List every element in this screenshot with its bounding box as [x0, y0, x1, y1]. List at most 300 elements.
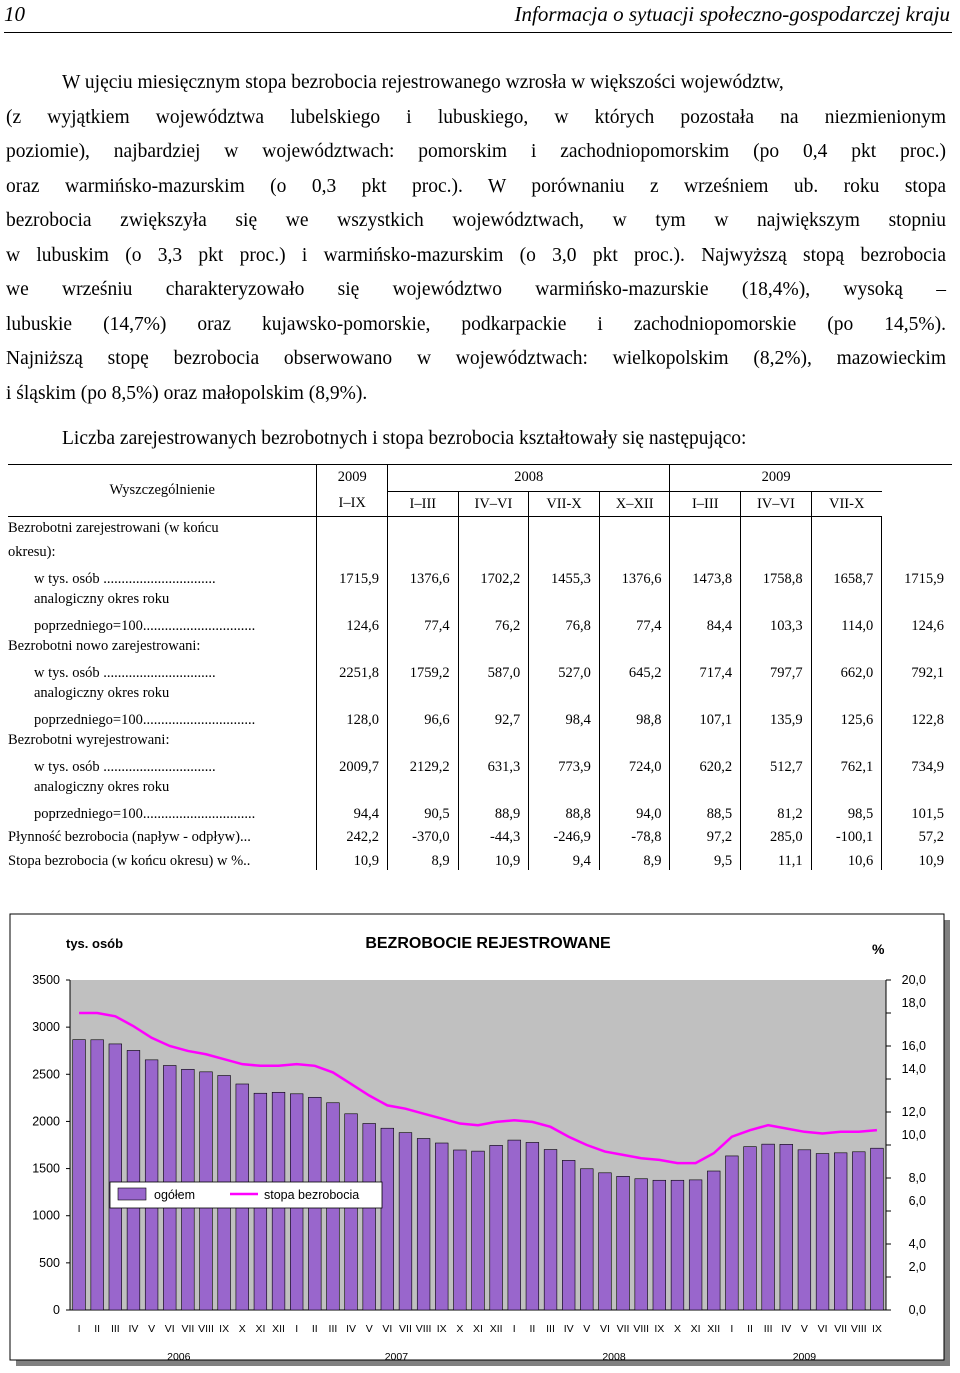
row-label: Bezrobotni zarejestrowani (w końcu — [8, 520, 219, 537]
x-tick-label: III — [546, 1323, 555, 1335]
row-label: poprzedniego=100............................... — [34, 711, 256, 728]
statistics-table — [8, 464, 952, 870]
bar — [91, 1040, 104, 1310]
table-cell — [458, 682, 529, 706]
bar — [490, 1145, 503, 1310]
x-tick-label: II — [529, 1323, 536, 1335]
x-tick-label: IV — [781, 1323, 792, 1335]
table-cell — [529, 635, 600, 659]
table-cell: 114,0 — [811, 611, 882, 635]
year-header: 2009 — [670, 464, 882, 492]
bar — [744, 1147, 757, 1310]
table-cell — [882, 517, 952, 541]
bar — [852, 1152, 865, 1310]
table-corner-header: Wyszczególnienie — [8, 464, 317, 517]
bar — [417, 1138, 430, 1310]
period-header: IV–VI — [458, 492, 529, 517]
y2-tick-label: 6,0 — [908, 1194, 926, 1208]
bar — [798, 1150, 811, 1310]
table-cell: 76,8 — [529, 611, 600, 635]
x-tick-label: IX — [654, 1323, 665, 1335]
table-row — [8, 776, 952, 800]
table-cell — [458, 541, 529, 565]
body-paragraph — [6, 66, 946, 411]
table-cell — [811, 541, 882, 565]
legend-swatch-bars — [118, 1188, 146, 1200]
table-cell: 2009,7 — [317, 752, 388, 776]
x-tick-label: IX — [871, 1323, 882, 1335]
table-cell: -100,1 — [811, 823, 882, 847]
table-cell — [317, 517, 388, 541]
table-cell: -370,0 — [388, 823, 459, 847]
table-row — [8, 564, 952, 588]
table-lead-in: Liczba zarejestrowanych bezrobotnych i stopa bezrobocia kształtowały się następująco: — [62, 428, 747, 449]
table-row — [8, 517, 952, 541]
table-cell — [741, 682, 812, 706]
table-cell — [317, 541, 388, 565]
table-cell: 1376,6 — [599, 564, 670, 588]
table-cell: 1455,3 — [529, 564, 600, 588]
table-cell — [670, 588, 741, 612]
table-cell: 527,0 — [529, 658, 600, 682]
table-cell: 107,1 — [670, 705, 741, 729]
bar — [599, 1173, 612, 1310]
table-cell — [811, 776, 882, 800]
period-header: I–IX — [317, 492, 388, 517]
table-cell — [670, 682, 741, 706]
year-header: 2009 — [317, 464, 388, 492]
table-cell: 124,6 — [317, 611, 388, 635]
running-title: Informacja o sytuacji społeczno-gospodarczej kraju — [514, 2, 950, 26]
row-label: Bezrobotni nowo zarejestrowani: — [8, 637, 201, 654]
paragraph-line: W ujęciu miesięcznym stopa bezrobocia rejestrowanego wzrosła w większości województw, — [62, 72, 784, 93]
period-header: X–XII — [599, 492, 670, 517]
table-cell: 103,3 — [741, 611, 812, 635]
table-cell: 92,7 — [458, 705, 529, 729]
table-cell — [529, 517, 600, 541]
x-tick-label: IV — [346, 1323, 357, 1335]
table-cell — [458, 635, 529, 659]
table-row — [8, 729, 952, 753]
y2-tick-label: 16,0 — [901, 1039, 926, 1053]
table-cell: 285,0 — [741, 823, 812, 847]
table-cell — [811, 588, 882, 612]
table-cell — [599, 517, 670, 541]
row-label: analogiczny okres roku — [34, 590, 170, 607]
x-tick-label: VI — [382, 1323, 393, 1335]
table-row — [8, 635, 952, 659]
x-tick-label: VI — [817, 1323, 828, 1335]
x-tick-label: VIII — [633, 1323, 650, 1335]
table-cell: 773,9 — [529, 752, 600, 776]
paragraph-line: poziomie), najbardziej w województwach: pomorskim i zachodniopomorskim (po 0,4 pkt proc.) — [6, 141, 946, 162]
table-cell — [599, 541, 670, 565]
bar — [707, 1171, 720, 1310]
x-tick-label: III — [763, 1323, 773, 1335]
y-tick-label: 500 — [39, 1255, 60, 1270]
bar — [834, 1153, 847, 1310]
paragraph-line: (z wyjątkiem województwa lubelskiego i lubuskiego, w których pozostała na niezmienionym — [6, 106, 946, 128]
y2-tick-label: 8,0 — [908, 1171, 926, 1185]
table-cell — [529, 729, 600, 753]
table-row — [8, 611, 952, 635]
table-row — [8, 846, 952, 870]
x-tick-label: VIII — [850, 1323, 867, 1335]
x-tick-label: III — [110, 1323, 120, 1335]
x-tick-label: VII — [616, 1323, 630, 1335]
table-cell — [741, 588, 812, 612]
x-tick-label: XII — [272, 1323, 285, 1335]
paragraph-line: w lubuskim (o 3,3 pkt proc.) i warmińsko-mazurskim (o 3,0 pkt proc.). Najwyższą stopą bezrobocia — [6, 244, 946, 266]
year-label: 2006 — [167, 1351, 191, 1363]
table-cell — [882, 541, 952, 565]
table-cell: 1473,8 — [670, 564, 741, 588]
table-cell — [741, 635, 812, 659]
table-cell: 724,0 — [599, 752, 670, 776]
x-tick-label: IV — [563, 1323, 574, 1335]
row-label: w tys. osób ............................... — [34, 664, 216, 681]
table-cell: 88,8 — [529, 799, 600, 823]
bar — [617, 1176, 630, 1310]
table-cell: 11,1 — [741, 846, 812, 870]
x-tick-label: V — [800, 1323, 808, 1335]
year-header: 2008 — [388, 464, 670, 492]
table-row — [8, 823, 952, 847]
bar — [653, 1180, 666, 1310]
table-cell — [529, 588, 600, 612]
row-label: Bezrobotni wyrejestrowani: — [8, 731, 170, 748]
table-cell — [458, 588, 529, 612]
table-cell: 1715,9 — [317, 564, 388, 588]
bar — [345, 1114, 358, 1310]
table-cell — [741, 776, 812, 800]
page-number: 10 — [4, 2, 25, 26]
y-tick-label: 2000 — [32, 1114, 60, 1129]
table-cell: 9,4 — [529, 846, 600, 870]
row-label: w tys. osób ............................... — [34, 758, 216, 775]
period-header: VII-X — [529, 492, 600, 517]
table-cell — [882, 776, 952, 800]
period-header: IV–VI — [741, 492, 812, 517]
table-cell — [388, 517, 459, 541]
row-label: analogiczny okres roku — [34, 684, 170, 701]
table-row — [8, 682, 952, 706]
table-cell — [741, 541, 812, 565]
table-cell: -78,8 — [599, 823, 670, 847]
table-cell: 98,4 — [529, 705, 600, 729]
table-cell: -44,3 — [458, 823, 529, 847]
bar — [435, 1143, 448, 1310]
row-label: poprzedniego=100............................... — [34, 805, 256, 822]
bar — [508, 1140, 521, 1310]
table-cell: 631,3 — [458, 752, 529, 776]
table-cell — [458, 517, 529, 541]
x-tick-label: VIII — [198, 1323, 214, 1335]
page-header — [0, 0, 960, 34]
bar — [127, 1050, 140, 1310]
table-row — [8, 541, 952, 565]
x-tick-label: X — [673, 1323, 681, 1335]
table-cell — [388, 588, 459, 612]
row-label: w tys. osób ............................... — [34, 570, 216, 587]
table-cell — [599, 776, 670, 800]
table-cell — [670, 776, 741, 800]
bar — [363, 1124, 376, 1310]
y-tick-label: 0 — [53, 1303, 60, 1317]
table-cell: 77,4 — [388, 611, 459, 635]
y2-tick-label: 10,0 — [901, 1128, 926, 1142]
table-cell — [670, 541, 741, 565]
row-label: Płynność bezrobocia (napływ - odpływ)... — [8, 829, 251, 845]
row-label: poprzedniego=100............................... — [34, 617, 256, 634]
table-cell: 97,2 — [670, 823, 741, 847]
table-cell: 512,7 — [741, 752, 812, 776]
table-cell: 1702,2 — [458, 564, 529, 588]
x-tick-label: I — [730, 1323, 734, 1335]
bar — [526, 1142, 539, 1310]
x-tick-label: VII — [399, 1323, 412, 1335]
table-cell — [599, 588, 670, 612]
x-tick-label: IX — [436, 1323, 447, 1335]
table-row — [8, 658, 952, 682]
year-label: 2007 — [384, 1351, 409, 1363]
y2-tick-label: 18,0 — [901, 996, 926, 1010]
table-cell: 94,4 — [317, 799, 388, 823]
x-tick-label: XII — [707, 1323, 721, 1335]
paragraph-line: Najniższą stopę bezrobocia obserwowano w województwach: wielkopolskim (8,2%), mazowieckim — [6, 348, 946, 369]
row-label: okresu): — [8, 543, 56, 560]
table-cell: 620,2 — [670, 752, 741, 776]
table-cell — [388, 635, 459, 659]
table-cell — [599, 635, 670, 659]
x-tick-label: I — [512, 1323, 516, 1335]
paragraph-line: lubuskie (14,7%) oraz kujawsko-pomorskie, podkarpackie i zachodniopomorskie (po 14,5%). — [6, 313, 946, 335]
y-tick-label: 3000 — [32, 1020, 60, 1035]
paragraph-line: bezrobocia zwiększyła się we wszystkich województwach, w tym w największym stopniu — [6, 210, 946, 231]
y-tick-label: 1000 — [32, 1208, 60, 1223]
bar — [454, 1150, 467, 1310]
table-cell: 587,0 — [458, 658, 529, 682]
x-tick-label: II — [94, 1323, 101, 1335]
table-cell: 797,7 — [741, 658, 812, 682]
table-cell — [670, 729, 741, 753]
period-header: VII-X — [811, 492, 882, 517]
table-cell: 88,9 — [458, 799, 529, 823]
table-cell: 10,9 — [882, 846, 952, 870]
x-tick-label: VII — [181, 1323, 195, 1335]
bar — [73, 1040, 86, 1310]
x-tick-label: X — [456, 1323, 464, 1335]
x-tick-label: V — [365, 1323, 373, 1335]
table-cell: 57,2 — [882, 823, 952, 847]
x-tick-label: II — [747, 1323, 753, 1335]
table-cell: 77,4 — [599, 611, 670, 635]
table-cell: 1715,9 — [882, 564, 952, 588]
header-rule — [4, 32, 952, 33]
x-tick-label: VIII — [415, 1323, 432, 1335]
table-cell: 101,5 — [882, 799, 952, 823]
x-tick-label: I — [295, 1323, 299, 1335]
x-tick-label: V — [583, 1323, 591, 1335]
bar — [726, 1156, 739, 1310]
table-cell — [811, 682, 882, 706]
table-cell — [388, 682, 459, 706]
bar — [562, 1160, 575, 1310]
y2-tick-label: 20,0 — [901, 973, 926, 987]
table-cell — [317, 588, 388, 612]
table-cell — [458, 729, 529, 753]
table-cell — [317, 635, 388, 659]
table-cell: 1376,6 — [388, 564, 459, 588]
table-cell — [458, 776, 529, 800]
table-cell — [317, 729, 388, 753]
table-cell: 122,8 — [882, 705, 952, 729]
table-cell: 98,8 — [599, 705, 670, 729]
x-tick-label: X — [238, 1323, 246, 1335]
bar — [689, 1180, 702, 1310]
table-cell: 98,5 — [811, 799, 882, 823]
bar — [544, 1150, 557, 1310]
table-cell: 717,4 — [670, 658, 741, 682]
paragraph-line: we wrześniu charakteryzowało się województwo warmińsko-mazurskie (18,4%), wysoką – — [6, 279, 946, 300]
bar — [472, 1151, 485, 1310]
table-cell — [317, 682, 388, 706]
unemployment-chart — [8, 912, 952, 1368]
table-cell: 84,4 — [670, 611, 741, 635]
y2-tick-label: 14,0 — [901, 1062, 926, 1076]
table-cell — [670, 517, 741, 541]
table-cell — [741, 517, 812, 541]
table-cell: 8,9 — [599, 846, 670, 870]
x-tick-label: XI — [690, 1323, 701, 1335]
table-cell: 1758,8 — [741, 564, 812, 588]
x-tick-label: XI — [473, 1323, 483, 1335]
table-cell — [388, 729, 459, 753]
chart-svg — [8, 912, 952, 1368]
x-tick-label: IV — [128, 1323, 139, 1335]
table-cell — [317, 776, 388, 800]
table-cell — [882, 682, 952, 706]
table-cell — [388, 776, 459, 800]
x-tick-label: I — [77, 1323, 81, 1335]
table-cell — [882, 588, 952, 612]
table-cell: 242,2 — [317, 823, 388, 847]
x-tick-label: VI — [599, 1323, 610, 1335]
bar — [109, 1044, 122, 1310]
table-row — [8, 799, 952, 823]
x-tick-label: VII — [834, 1323, 848, 1335]
y-tick-label: 2500 — [32, 1067, 60, 1082]
legend-label: ogółem — [154, 1188, 195, 1202]
table-cell: 96,6 — [388, 705, 459, 729]
row-label: analogiczny okres roku — [34, 778, 170, 795]
y2-tick-label: 12,0 — [901, 1105, 926, 1119]
x-tick-label: IX — [219, 1323, 230, 1335]
table-cell: 792,1 — [882, 658, 952, 682]
bar — [762, 1144, 775, 1310]
y-tick-label: 1500 — [32, 1161, 60, 1176]
table-cell: 1759,2 — [388, 658, 459, 682]
table-cell — [529, 776, 600, 800]
table-cell: 10,6 — [811, 846, 882, 870]
table-cell: 81,2 — [741, 799, 812, 823]
table-cell: 94,0 — [599, 799, 670, 823]
y2-tick-label: 0,0 — [908, 1303, 926, 1317]
table-row — [8, 705, 952, 729]
y2-tick-label: 2,0 — [908, 1260, 926, 1274]
table-cell: 88,5 — [670, 799, 741, 823]
table-cell — [599, 682, 670, 706]
x-tick-label: III — [328, 1323, 338, 1335]
table-cell — [882, 635, 952, 659]
x-tick-label: XII — [489, 1323, 503, 1335]
period-header: I–III — [388, 492, 459, 517]
y2-tick-label: 4,0 — [908, 1237, 926, 1251]
table-cell: 10,9 — [317, 846, 388, 870]
table-cell: 90,5 — [388, 799, 459, 823]
table-cell — [882, 729, 952, 753]
year-label: 2008 — [602, 1351, 626, 1363]
table-cell: 135,9 — [741, 705, 812, 729]
table-cell — [388, 541, 459, 565]
table-cell: 1658,7 — [811, 564, 882, 588]
table-cell: 128,0 — [317, 705, 388, 729]
x-tick-label: V — [148, 1323, 156, 1335]
table-cell: -246,9 — [529, 823, 600, 847]
chart-title: BEZROBOCIE REJESTROWANE — [365, 935, 611, 952]
legend-label: stopa bezrobocia — [264, 1188, 360, 1202]
table-cell — [529, 682, 600, 706]
table-cell — [670, 635, 741, 659]
bar — [635, 1179, 648, 1310]
x-tick-label: XI — [255, 1323, 266, 1335]
row-label: Stopa bezrobocia (w końcu okresu) w %.. — [8, 852, 251, 869]
table-cell: 662,0 — [811, 658, 882, 682]
table-cell: 2251,8 — [317, 658, 388, 682]
table-cell: 734,9 — [882, 752, 952, 776]
y-tick-label: 3500 — [32, 973, 60, 987]
table-cell — [599, 729, 670, 753]
y2-axis-title: % — [872, 941, 885, 957]
x-tick-label: VI — [164, 1323, 175, 1335]
table-cell: 2129,2 — [388, 752, 459, 776]
paragraph-line: i śląskim (po 8,5%) oraz małopolskim (8,9%). — [6, 382, 368, 404]
bar — [871, 1148, 884, 1310]
bar — [399, 1133, 412, 1310]
bar — [671, 1180, 684, 1310]
bar — [381, 1128, 394, 1310]
table-cell: 125,6 — [811, 705, 882, 729]
table-row — [8, 588, 952, 612]
table-cell — [811, 517, 882, 541]
bar — [816, 1154, 829, 1310]
paragraph-line: oraz warmińsko-mazurskim (o 0,3 pkt proc.). W porównaniu z wrześniem ub. roku stopa — [6, 175, 946, 197]
period-header: I–III — [670, 492, 741, 517]
y-axis-title: tys. osób — [66, 936, 124, 951]
table-row — [8, 752, 952, 776]
table-cell: 10,9 — [458, 846, 529, 870]
year-label: 2009 — [792, 1351, 817, 1363]
table-cell: 124,6 — [882, 611, 952, 635]
table-cell: 8,9 — [388, 846, 459, 870]
table-cell: 645,2 — [599, 658, 670, 682]
table-cell: 762,1 — [811, 752, 882, 776]
table-cell — [811, 635, 882, 659]
table-cell — [811, 729, 882, 753]
x-tick-label: II — [311, 1323, 318, 1335]
table-cell — [529, 541, 600, 565]
table-cell — [741, 729, 812, 753]
